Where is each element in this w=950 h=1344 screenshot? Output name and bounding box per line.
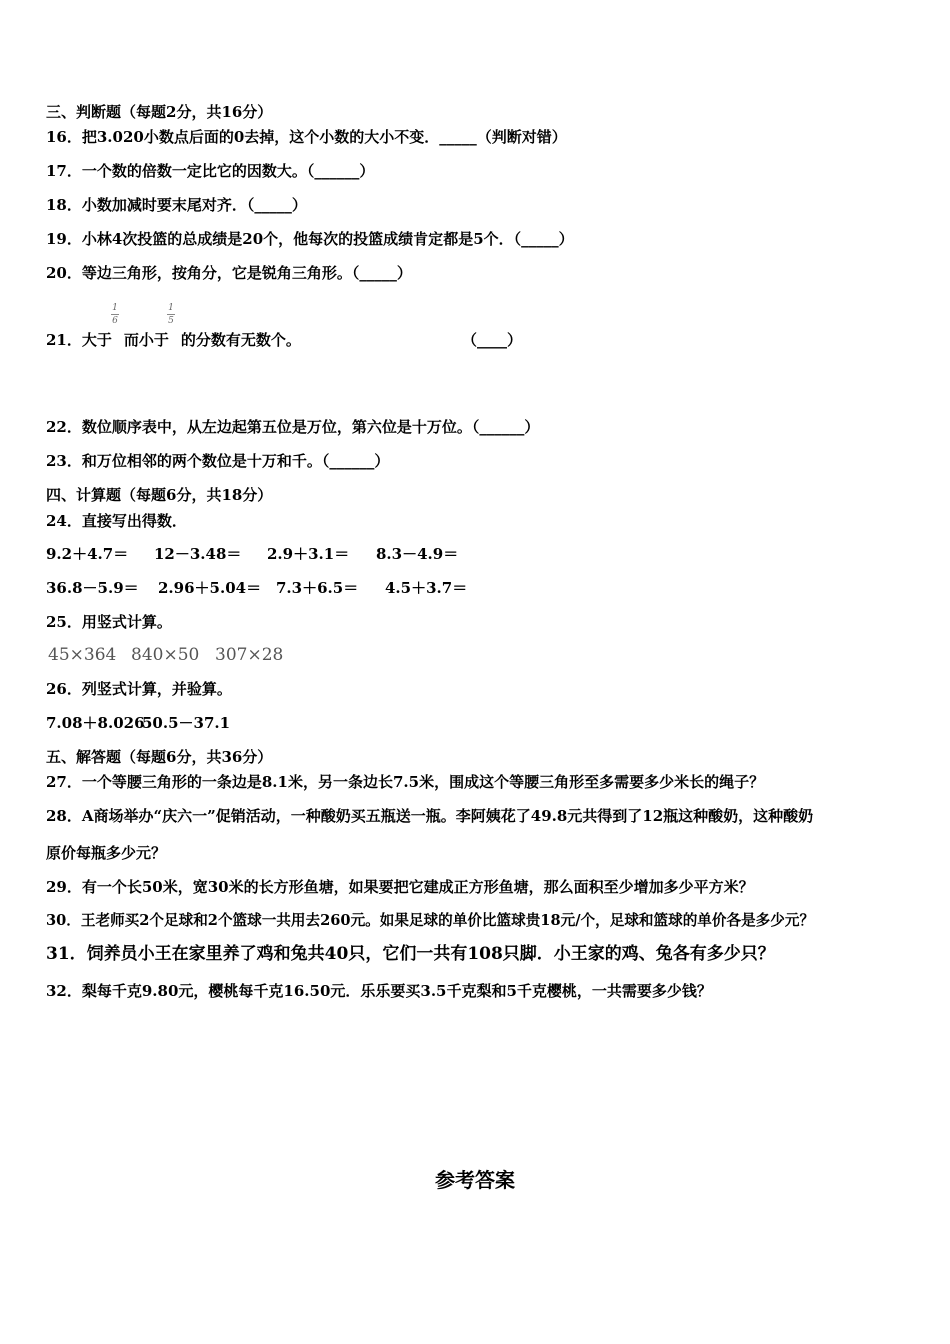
question-25: 25．用竖式计算。 [46, 613, 172, 631]
calc-item: 7.3＋6.5＝ [276, 579, 359, 597]
fraction-one-fifth [167, 303, 175, 326]
section-5-heading: 五、解答题（每题6分，共36分） [46, 748, 273, 766]
question-16: 16．把3.020小数点后面的0去掉，这个小数的大小不变．_____（判断对错） [46, 128, 567, 146]
q24-row-2 [46, 578, 467, 598]
fraction-1-denominator: 6 [112, 316, 118, 326]
question-28-line-2: 原价每瓶多少元？ [46, 844, 167, 862]
fraction-2-denominator: 5 [168, 316, 174, 326]
question-21-part3: 的分数有无数个。 [180, 331, 301, 349]
vertical-calc-item: 840×50 [131, 645, 200, 665]
question-19: 19．小林4次投篮的总成绩是20个，他每次的投篮成绩肯定都是5个．（_____） [46, 230, 574, 248]
vertical-calc-item: 45×364 [48, 645, 117, 665]
q26-items [46, 713, 230, 733]
question-22: 22．数位顺序表中，从左边起第五位是万位，第六位是十万位。（______） [46, 418, 540, 436]
question-27: 27．一个等腰三角形的一条边是8.1米，另一条边长7.5米，围成这个等腰三角形至多需要多少米长的绳子？ [46, 773, 765, 791]
question-18: 18．小数加减时要末尾对齐．（_____） [46, 196, 307, 214]
calc-item: 8.3－4.9＝ [376, 545, 459, 563]
calc-item: 2.96＋5.04＝ [158, 579, 262, 597]
fraction-2-numerator: 1 [168, 303, 174, 313]
question-21-part2: 而小于 [123, 331, 169, 349]
question-24: 24．直接写出得数． [46, 512, 187, 530]
fraction-one-sixth [111, 303, 119, 326]
calc-item: 36.8－5.9＝ [46, 579, 139, 597]
question-32: 32．梨每千克9.80元，樱桃每千克16.50元．乐乐要买3.5千克梨和5千克樱桃，一共需要多少钱？ [46, 982, 712, 1000]
section-4-heading: 四、计算题（每题6分，共18分） [46, 486, 273, 504]
calc-item: 12－3.48＝ [154, 545, 242, 563]
calc-item: 4.5＋3.7＝ [385, 579, 468, 597]
q24-row-1 [46, 544, 458, 564]
question-20: 20．等边三角形，按角分，它是锐角三角形。（_____） [46, 264, 412, 282]
question-23: 23．和万位相邻的两个数位是十万和千。（______） [46, 452, 390, 470]
question-30: 30．王老师买2个足球和2个篮球一共用去260元。如果足球的单价比篮球贵18元/个，足球和篮球的单价各是多少元？ [46, 912, 815, 929]
vertical-calc-item: 307×28 [215, 645, 284, 665]
vertical-calc-item: 50.5－37.1 [142, 714, 231, 732]
fraction-1-numerator: 1 [112, 303, 118, 313]
question-26: 26．列竖式计算，并验算。 [46, 680, 232, 698]
question-29: 29．有一个长50米，宽30米的长方形鱼塘，如果要把它建成正方形鱼塘，那么面积至少增加多少平方米？ [46, 878, 754, 896]
question-31: 31．饲养员小王在家里养了鸡和兔共40只，它们一共有108只脚．小王家的鸡、兔各有多少只？ [46, 944, 775, 964]
section-3-heading: 三、判断题（每题2分，共16分） [46, 103, 273, 121]
calc-item: 2.9＋3.1＝ [267, 545, 350, 563]
question-21-blank: （____） [462, 331, 523, 349]
question-28-line-1: 28．A商场举办“庆六一”促销活动，一种酸奶买五瓶送一瓶。李阿姨花了49.8元共得到了12瓶这种酸奶，这种酸奶 [46, 807, 814, 825]
q25-items [48, 645, 283, 665]
question-17: 17．一个数的倍数一定比它的因数大。（______） [46, 162, 375, 180]
vertical-calc-item: 7.08＋8.026 [46, 714, 145, 732]
question-21-part1: 21．大于 [46, 331, 112, 349]
answer-key-title: 参考答案 [435, 1168, 515, 1192]
calc-item: 9.2＋4.7＝ [46, 545, 129, 563]
question-21 [46, 330, 301, 350]
